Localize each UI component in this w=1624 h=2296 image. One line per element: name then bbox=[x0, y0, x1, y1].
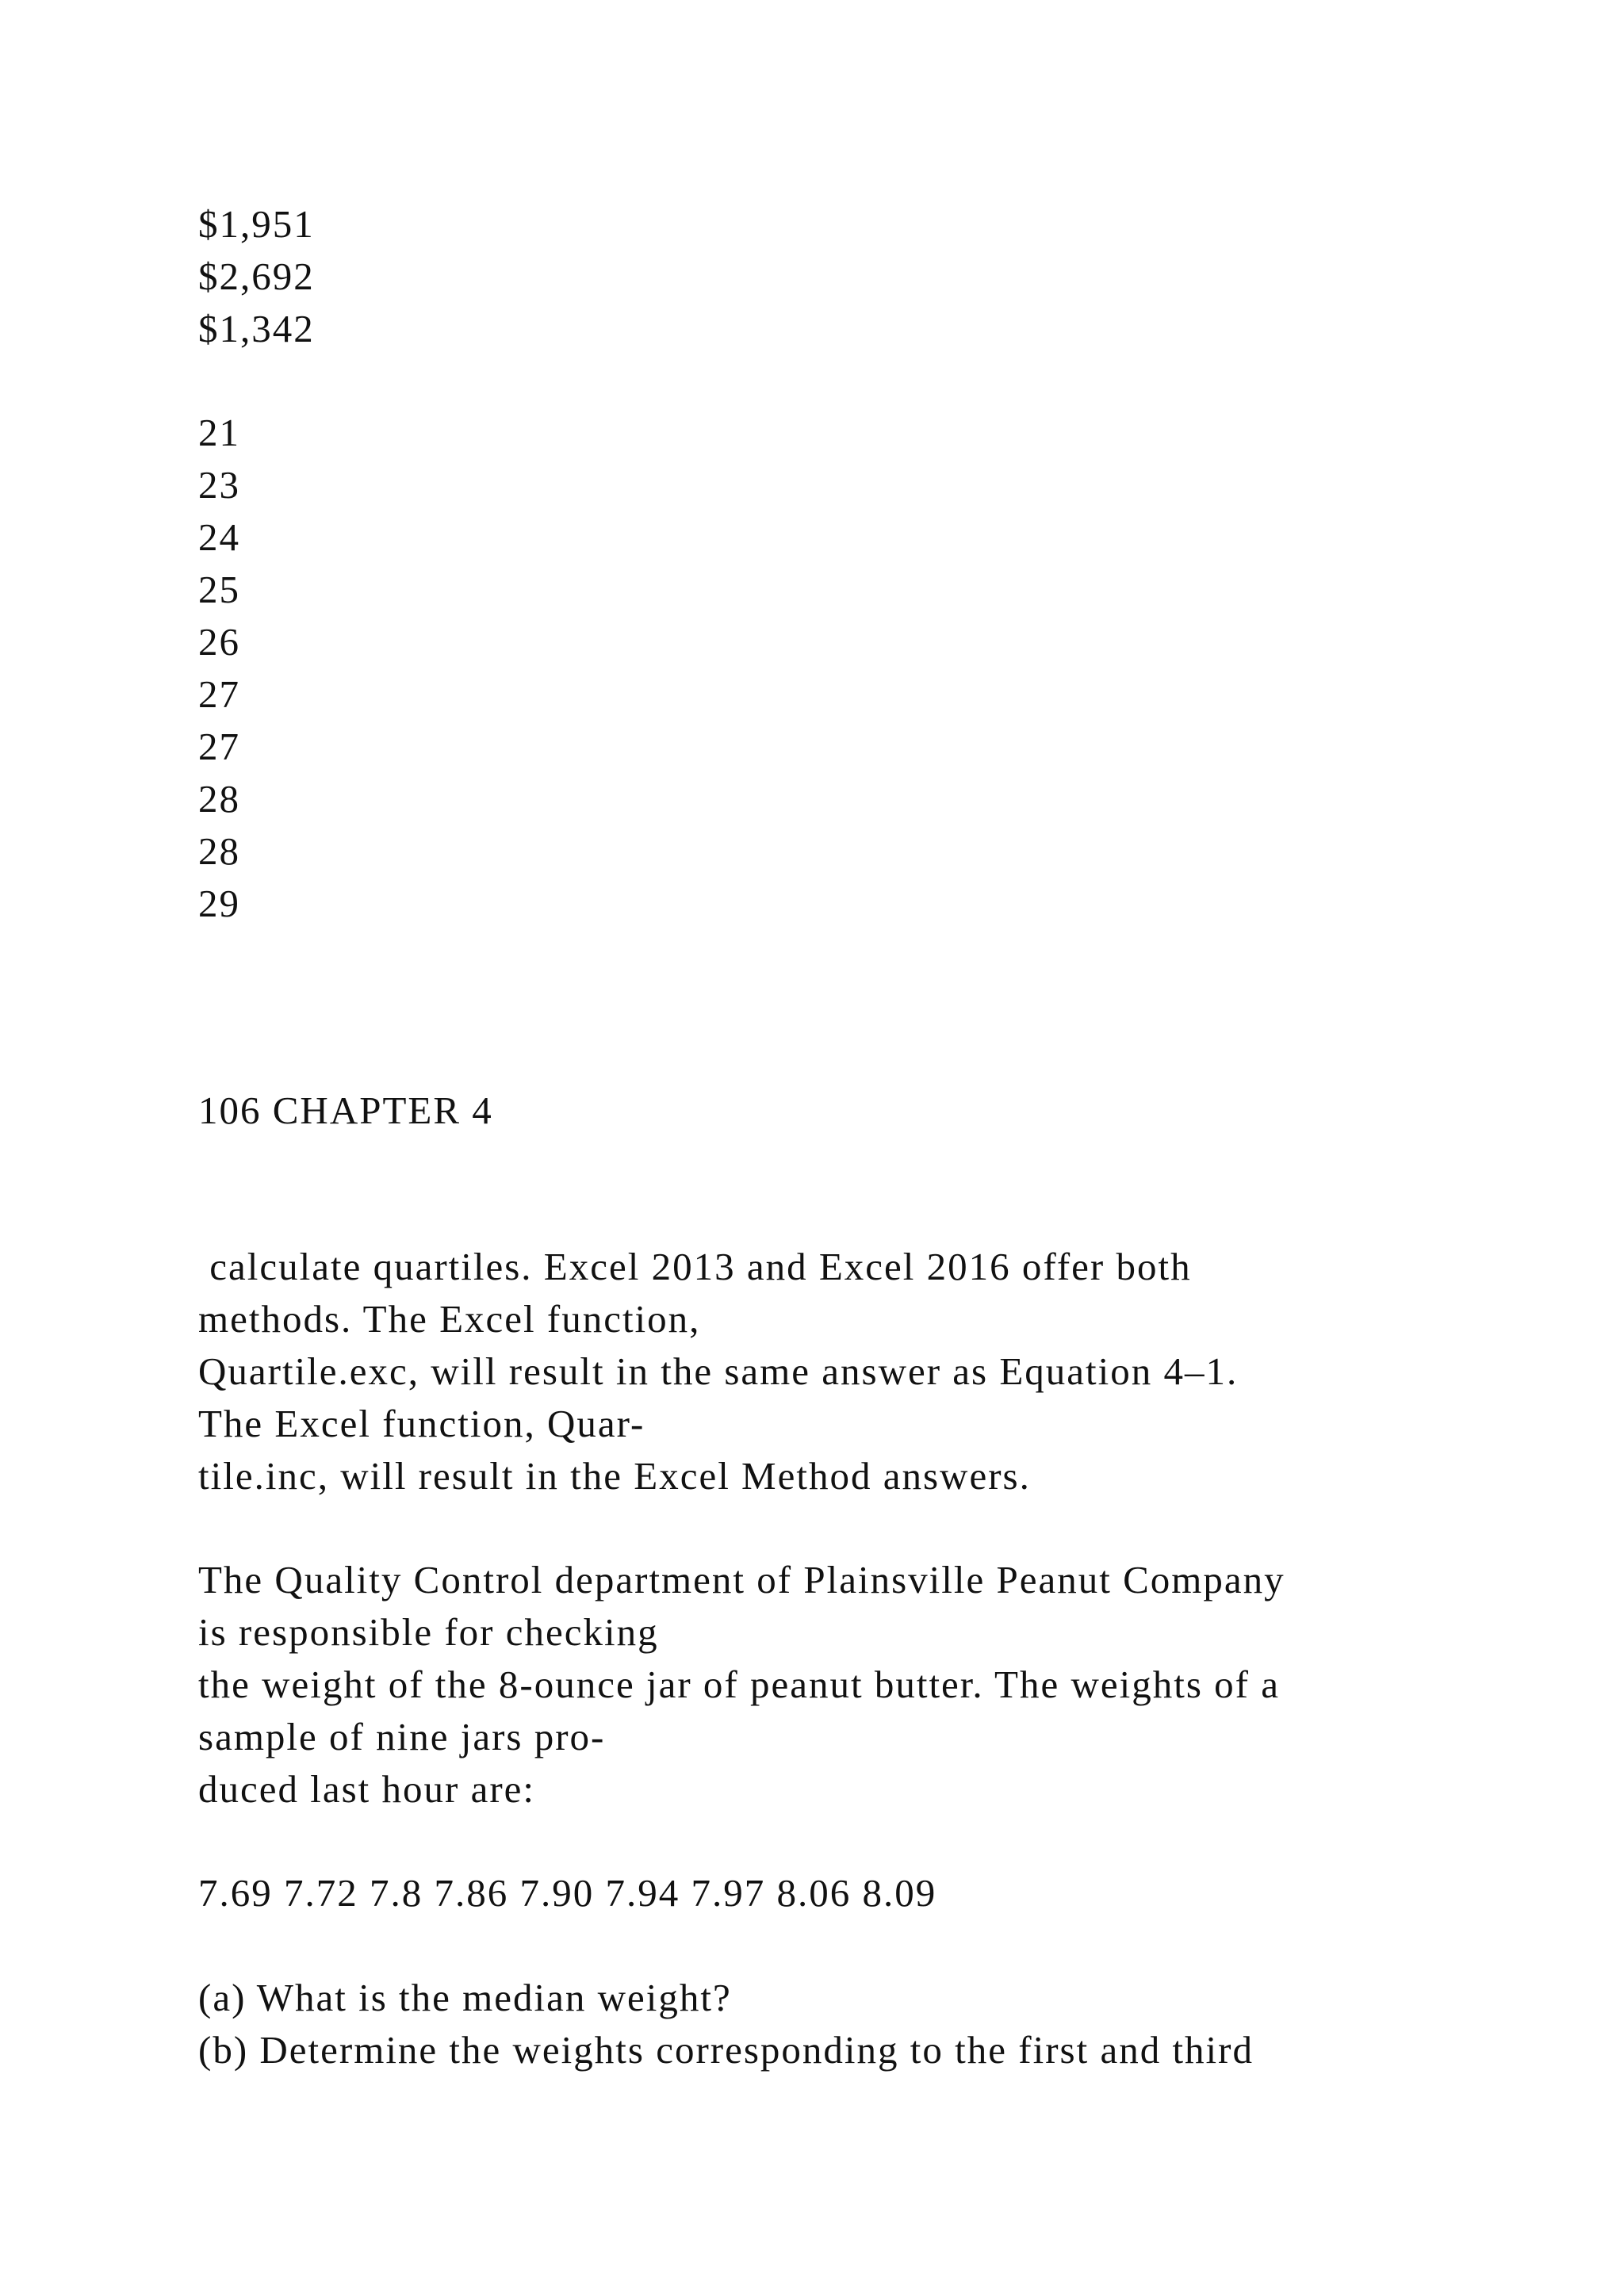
paragraph-line: methods. The Excel function, bbox=[198, 1297, 701, 1341]
amount-value: $2,692 bbox=[198, 254, 315, 298]
number-value: 28 bbox=[198, 829, 240, 873]
amount-list bbox=[198, 198, 315, 355]
number-list bbox=[198, 407, 240, 930]
number-value: 26 bbox=[198, 620, 240, 664]
number-value: 25 bbox=[198, 568, 240, 611]
amount-value: $1,342 bbox=[198, 307, 315, 350]
paragraph-line: sample of nine jars pro- bbox=[198, 1715, 606, 1758]
number-value: 21 bbox=[198, 411, 240, 454]
number-value: 27 bbox=[198, 672, 240, 716]
paragraph-line: tile.inc, will result in the Excel Method answers. bbox=[198, 1454, 1031, 1498]
question-item: (b) Determine the weights corresponding to the first and third bbox=[198, 2028, 1254, 2072]
peanut-company-paragraph bbox=[198, 1554, 1285, 1816]
number-value: 28 bbox=[198, 777, 240, 821]
weights-data bbox=[198, 1867, 936, 1919]
paragraph-line: is responsible for checking bbox=[198, 1610, 659, 1654]
excel-quartile-paragraph bbox=[198, 1241, 1238, 1502]
number-value: 24 bbox=[198, 515, 240, 559]
number-value: 29 bbox=[198, 882, 240, 925]
chapter-heading-text: 106 CHAPTER 4 bbox=[198, 1089, 493, 1132]
number-value: 23 bbox=[198, 463, 240, 507]
paragraph-line: duced last hour are: bbox=[198, 1767, 536, 1811]
amount-value: $1,951 bbox=[198, 202, 315, 246]
paragraph-line: The Quality Control department of Plainsville Peanut Company bbox=[198, 1558, 1285, 1601]
weights-line: 7.69 7.72 7.8 7.86 7.90 7.94 7.97 8.06 8.09 bbox=[198, 1871, 937, 1915]
number-value: 27 bbox=[198, 725, 240, 768]
paragraph-line: The Excel function, Quar- bbox=[198, 1402, 645, 1445]
question-list bbox=[198, 1972, 1254, 2076]
paragraph-line: calculate quartiles. Excel 2013 and Excel 2016 offer both bbox=[198, 1245, 1192, 1288]
paragraph-line: Quartile.exc, will result in the same answer as Equation 4–1. bbox=[198, 1349, 1239, 1393]
paragraph-line: the weight of the 8-ounce jar of peanut butter. The weights of a bbox=[198, 1663, 1280, 1706]
chapter-heading bbox=[198, 1085, 493, 1137]
question-item: (a) What is the median weight? bbox=[198, 1976, 732, 2019]
